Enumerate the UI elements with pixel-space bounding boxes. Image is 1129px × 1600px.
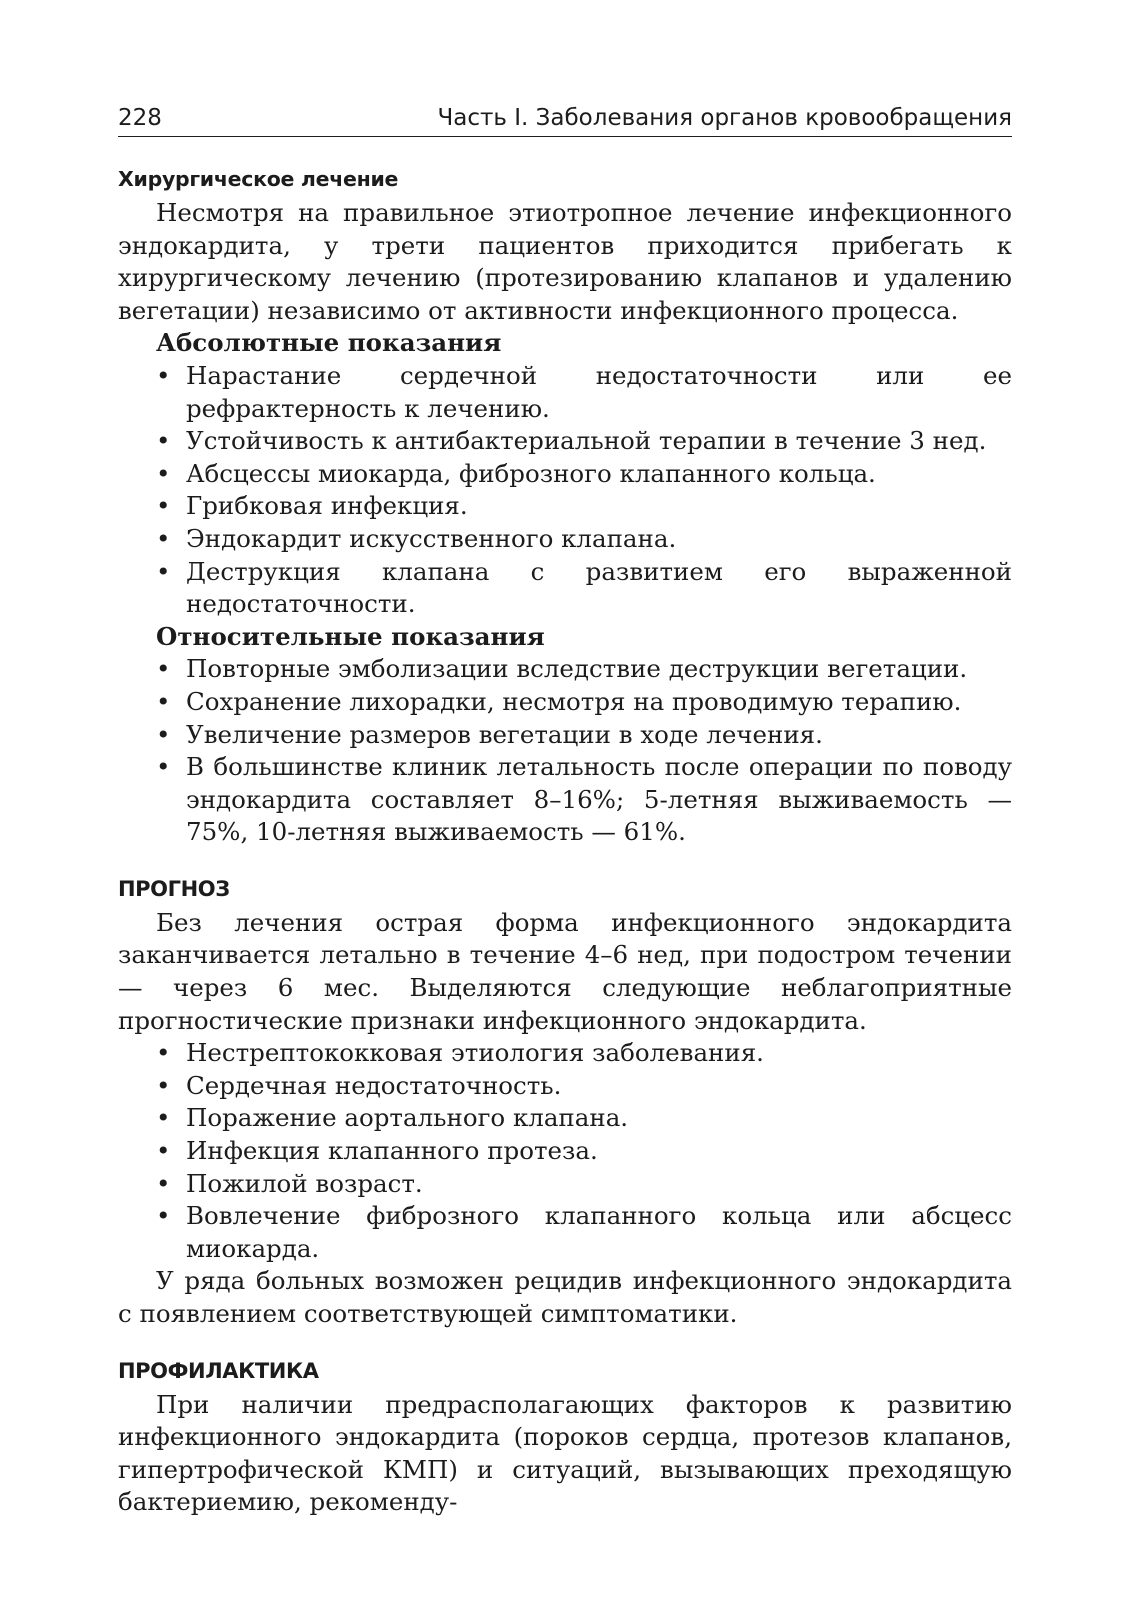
book-page	[118, 104, 1012, 1519]
list-item: • Сохранение лихорадки, несмотря на проводимую терапию.	[118, 686, 1012, 719]
running-header	[118, 104, 1012, 137]
list-item: • В большинстве клиник летальность после операции по поводу эндокардита составляет 8–16%; 5-летняя выживаемость — 75%, 10-летняя выживаемость — 61%.	[118, 751, 1012, 849]
prognosis-heading: ПРОГНОЗ	[118, 876, 230, 901]
absolute-indications-label: Абсолютные показания	[156, 328, 502, 358]
list-item: • Пожилой возраст.	[118, 1168, 1012, 1201]
surgical-heading: Хирургическое лечение	[118, 167, 399, 191]
list-item: • Вовлечение фиброзного клапанного кольца или абсцесс миокарда.	[118, 1200, 1012, 1265]
list-item: • Нестрептококковая этиология заболевания.	[118, 1037, 1012, 1070]
list-item: • Деструкция клапана с развитием его выраженной недостаточности.	[118, 556, 1012, 621]
relative-indications-list	[118, 653, 1012, 849]
prognosis-list	[118, 1037, 1012, 1265]
running-title: Часть I. Заболевания органов кровообращения	[437, 105, 1012, 131]
list-item: • Нарастание сердечной недостаточности или ее рефрактерность к лечению.	[118, 360, 1012, 425]
list-item: • Абсцессы миокарда, фиброзного клапанного кольца.	[118, 458, 1012, 491]
list-item: • Инфекция клапанного протеза.	[118, 1135, 1012, 1168]
list-item: • Сердечная недостаточность.	[118, 1070, 1012, 1103]
list-item: • Устойчивость к антибактериальной терапии в течение 3 нед.	[118, 425, 1012, 458]
list-item: • Увеличение размеров вегетации в ходе лечения.	[118, 719, 1012, 752]
surgical-intro: Несмотря на правильное этиотропное лечение инфекционного эндокардита, у трети пациентов приходится прибегать к хирургическому лечению (протезированию клапанов и удалению вегетации) независимо от активности инфекционного процесса.	[118, 198, 1012, 325]
prevention-intro: При наличии предрасполагающих факторов к развитию инфекционного эндокардита (пороков сердца, протезов клапанов, гипертрофической КМП) и ситуаций, вызывающих преходящую бактериемию, рекоменду-	[118, 1389, 1012, 1517]
prognosis-outro: У ряда больных возможен рецидив инфекционного эндокардита с появлением соответствующей симптоматики.	[118, 1266, 1012, 1328]
list-item: • Эндокардит искусственного клапана.	[118, 523, 1012, 556]
relative-indications-label: Относительные показания	[156, 621, 545, 651]
absolute-indications-list	[118, 360, 1012, 621]
prevention-heading: ПРОФИЛАКТИКА	[118, 1358, 319, 1383]
list-item: • Грибковая инфекция.	[118, 490, 1012, 523]
page-number: 228	[118, 105, 162, 131]
prognosis-intro: Без лечения острая форма инфекционного эндокардита заканчивается летально в течение 4–6 нед, при подостром течении — через 6 мес. Выделяются следующие неблагоприятные прогностические признаки инфекционного эндокардита.	[118, 907, 1012, 1035]
list-item: • Поражение аортального клапана.	[118, 1102, 1012, 1135]
list-item: • Повторные эмболизации вследствие деструкции вегетации.	[118, 653, 1012, 686]
